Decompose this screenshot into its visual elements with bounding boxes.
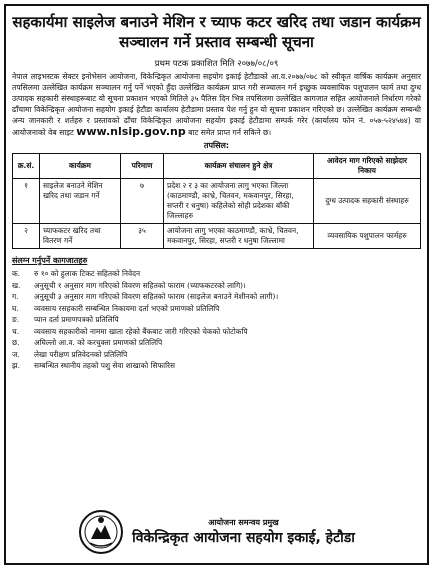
cell-quantity: ७	[121, 179, 164, 224]
list-item	[12, 314, 421, 326]
website-link[interactable]: www.nlsip.gov.np	[76, 125, 186, 138]
cell-sn: १	[13, 179, 40, 224]
cell-partner: दुग्ध उत्पादक सहकारी संस्थाहरु	[314, 179, 421, 224]
list-item-label: ज.	[12, 349, 20, 359]
cell-area: आयोजना लागु भएका काठमाण्डौ, काभ्रे, चितवन, मकवानपुर, सिरहा, सप्तरी र धनुषा जिल्लामा	[164, 224, 314, 249]
col-header-area: कार्यक्रम संचालन हुने क्षेत्र	[164, 154, 314, 179]
list-item-label: घ.	[12, 303, 19, 313]
notice-body	[12, 71, 421, 138]
cell-area: प्रदेश २ र ३ का आयोजना लागु भएका जिल्ला (काठमाण्डौ, काभ्रे, चितवन, मकवानपुर, सिरहा, सप्तरी र धनुषा) कहिलेको सोही प्रदेशका बाँकी जिल्लाहरु	[164, 179, 314, 224]
documents-list	[12, 268, 421, 372]
list-item	[12, 337, 421, 349]
col-header-program: कार्यक्रम	[40, 154, 121, 179]
list-item-label: छ.	[12, 338, 20, 347]
list-item	[12, 268, 421, 280]
list-item-label: ख.	[12, 280, 21, 290]
table-row	[13, 179, 421, 224]
cell-program: साइलेज बनाउने मेशिन खरिद तथा जडान गर्ने	[40, 179, 121, 224]
list-item-label: ङ.	[12, 315, 20, 324]
cell-program: च्याफकटर खरिद तथा वितरण गर्ने	[40, 224, 121, 249]
nepal-emblem-icon	[78, 509, 124, 555]
list-item	[12, 303, 421, 315]
col-header-quantity: परिमाण	[121, 154, 164, 179]
organization-name: विकेन्द्रिकृत आयोजना सहयोग इकाई, हेटौडा	[132, 530, 355, 546]
list-item-text: व्यवसाय सहकारीको नाममा खाता रहेको बैंकबाट जारी गरिएको चेकको फोटोकपि	[34, 326, 248, 336]
list-item-text: सम्बन्धित स्थानीय तहको पशु सेवा शाखाको सिफारिस	[34, 361, 176, 370]
list-item	[12, 360, 421, 372]
signatory-role: आयोजना समन्वय प्रमुख	[208, 518, 279, 527]
footer-text	[132, 517, 355, 547]
list-item-label: ग.	[12, 292, 19, 301]
col-header-sn: क्र.सं.	[13, 154, 40, 179]
notice-page	[4, 4, 429, 565]
col-header-partner: आवेदन माग गरिएको साझेदार निकाय	[314, 154, 421, 179]
list-item-text: अनुसूची ३ अनुसार माग गरिएको विवरण सहितको फाराम (साइलेज बनाउने मेशीनको लागी)।	[34, 292, 279, 301]
publication-date: प्रथम पटक प्रकाशित मिति २०७७/०८/०९	[154, 59, 279, 69]
notice-title: सहकार्यमा साइलेज बनाउने मेशिन र च्याफ कटर खरिद तथा जडान कार्यक्रम सञ्चालन गर्ने प्रस्ताव सम्बन्धी सूचना	[12, 13, 421, 51]
list-item-text: प्यान दर्ता प्रमाणपत्रको प्रतिलिपि	[34, 315, 119, 324]
list-item-text: अनुसूची १ अनुसार माग गरिएको विवरण सहितको फाराम (च्याफकटरको लागि)।	[34, 280, 246, 290]
notice-body-text: नेपाल लाइभस्टक सेक्टर इनोभेसन आयोजना, विकेन्द्रिकृत आयोजना सहयोग इकाई हेटौडाको आ.व.२०७७/०७८ को स्वीकृत वार्षिक कार्यक्रम अनुसार तपसिलमा उल्लेखित कार्यक्रम सञ्चालन गर्नु पर्ने भएको हुँदा उल्लेखित कार्यक्रम प्राप्त गरी सञ्चालन गर्न इच्छुक व्यवसायिक पशुपालन फार्म तथा दुग्ध उत्पादक सहकारी संस्थाहरूबाट यो सूचना प्रकाशन भएको मितिले ३५ पैतिस दिन भित्र तपसिलमा उल्लेखित कागजात सहित आयोजनाले निर्धारण गरेको ढाँचामा विकेन्द्रिकृत आयोजना सहयोग इकाई हेटौडा कार्यालय हेटौडामा प्रस्ताव पेश गर्नु हुन यो सूचना प्रकाशन गरिएको छ। उल्लेखित कार्यक्रम सम्बन्धी अन्य जानकारी र शर्तहरु र प्रस्तावको ढाँचा विकेन्द्रिकृत आयोजना सहयोग इकाई हेटौडामा सम्पर्क गरेर (कार्यालय फोन नं. ०५७-५२४५७४) वा आयोजनाको वेब साइट	[12, 72, 421, 137]
list-item-label: झ.	[12, 361, 20, 370]
list-item-text: रु १० को हुलाक टिकट सहितको निवेदन	[34, 269, 141, 278]
list-item-text: अघिल्लो आ.व. को करचुक्ता प्रमाणको प्रतिलिपि	[34, 338, 163, 347]
list-item	[12, 349, 421, 361]
documents-heading: संलग्न गर्नुपर्ने कागजातहरु	[12, 256, 88, 265]
list-item-label: च.	[12, 326, 20, 336]
list-item	[12, 326, 421, 338]
notice-body-text-end: बाट समेत प्राप्त गर्न सकिने छ।	[188, 128, 272, 137]
footer	[6, 509, 427, 555]
cell-quantity: ३५	[121, 224, 164, 249]
table-header-row	[13, 154, 421, 179]
list-item-text: लेखा परीक्षण प्रतिवेदनको प्रतिलिपि	[34, 349, 128, 359]
list-item	[12, 280, 421, 292]
list-item-label: क.	[12, 269, 21, 278]
cell-sn: २	[13, 224, 40, 249]
list-item-text: व्यवसाय रसहकारी सम्बन्धित निकायमा दर्ता भएको प्रमाणको प्रतिलिपि	[34, 303, 220, 313]
table-caption: तपसिल:	[203, 141, 230, 150]
cell-partner: व्यवसायिक पशुपालन फार्महरु	[314, 224, 421, 249]
program-table	[12, 153, 421, 249]
table-row	[13, 224, 421, 249]
list-item	[12, 291, 421, 303]
